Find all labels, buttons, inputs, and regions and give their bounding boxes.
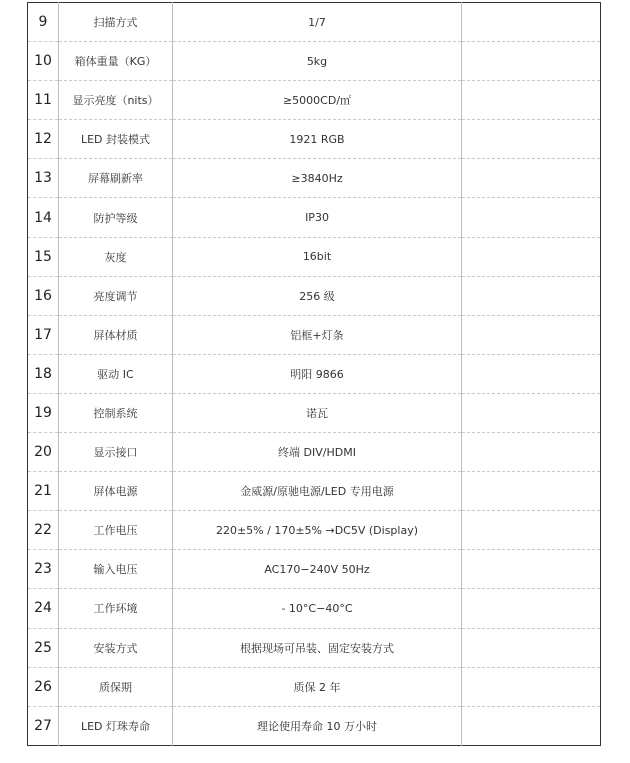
row-number: 25 (28, 628, 59, 667)
row-number: 16 (28, 276, 59, 315)
parameter-value: 金威源/原驰电源/LED 专用电源 (173, 472, 462, 511)
parameter-remark (462, 706, 601, 745)
table-row (28, 511, 601, 550)
parameter-name: 灰度 (59, 237, 173, 276)
parameter-remark (462, 42, 601, 81)
parameter-value: ≥5000CD/㎡ (173, 81, 462, 120)
parameter-remark (462, 433, 601, 472)
table-row (28, 42, 601, 81)
parameter-remark (462, 472, 601, 511)
parameter-remark (462, 120, 601, 159)
parameter-value: ≥3840Hz (173, 159, 462, 198)
table-row (28, 628, 601, 667)
table-row (28, 589, 601, 628)
parameter-name: 安装方式 (59, 628, 173, 667)
parameter-value: 256 级 (173, 276, 462, 315)
parameter-remark (462, 589, 601, 628)
parameter-name: 屏体材质 (59, 315, 173, 354)
parameter-name: 亮度调节 (59, 276, 173, 315)
table-row (28, 354, 601, 393)
row-number: 22 (28, 511, 59, 550)
table-row (28, 120, 601, 159)
parameter-value: AC170−240V 50Hz (173, 550, 462, 589)
parameter-value: - 10°C−40°C (173, 589, 462, 628)
parameter-name: 控制系统 (59, 393, 173, 432)
parameter-name: 屏体电源 (59, 472, 173, 511)
row-number: 9 (28, 3, 59, 42)
table-row (28, 81, 601, 120)
table-row (28, 706, 601, 745)
parameter-name: 防护等级 (59, 198, 173, 237)
table-row (28, 472, 601, 511)
parameter-name: 质保期 (59, 667, 173, 706)
parameter-value: 明阳 9866 (173, 354, 462, 393)
row-number: 11 (28, 81, 59, 120)
parameter-name: LED 灯珠寿命 (59, 706, 173, 745)
table-row (28, 393, 601, 432)
parameter-value: 诺瓦 (173, 393, 462, 432)
row-number: 24 (28, 589, 59, 628)
row-number: 14 (28, 198, 59, 237)
parameter-remark (462, 315, 601, 354)
parameter-remark (462, 198, 601, 237)
parameter-value: 理论使用寿命 10 万小时 (173, 706, 462, 745)
parameter-remark (462, 81, 601, 120)
row-number: 15 (28, 237, 59, 276)
parameter-value: 16bit (173, 237, 462, 276)
parameter-name: 扫描方式 (59, 3, 173, 42)
parameter-value: 220±5% / 170±5% →DC5V (Display) (173, 511, 462, 550)
row-number: 23 (28, 550, 59, 589)
table-row (28, 198, 601, 237)
parameter-value: 1921 RGB (173, 120, 462, 159)
parameter-remark (462, 159, 601, 198)
row-number: 19 (28, 393, 59, 432)
table-row (28, 276, 601, 315)
parameter-value: 5kg (173, 42, 462, 81)
row-number: 13 (28, 159, 59, 198)
parameter-remark (462, 550, 601, 589)
table-row (28, 3, 601, 42)
row-number: 12 (28, 120, 59, 159)
table-row (28, 237, 601, 276)
row-number: 18 (28, 354, 59, 393)
parameter-name: 工作电压 (59, 511, 173, 550)
parameter-remark (462, 237, 601, 276)
parameter-name: 输入电压 (59, 550, 173, 589)
row-number: 27 (28, 706, 59, 745)
parameter-remark (462, 393, 601, 432)
row-number: 10 (28, 42, 59, 81)
row-number: 20 (28, 433, 59, 472)
parameter-name: 箱体重量（KG） (59, 42, 173, 81)
parameter-name: 显示接口 (59, 433, 173, 472)
spec-table (27, 2, 601, 746)
parameter-value: 质保 2 年 (173, 667, 462, 706)
parameter-name: 显示亮度（nits） (59, 81, 173, 120)
parameter-name: 工作环境 (59, 589, 173, 628)
parameter-name: 屏幕刷新率 (59, 159, 173, 198)
parameter-remark (462, 511, 601, 550)
parameter-value: 1/7 (173, 3, 462, 42)
parameter-remark (462, 628, 601, 667)
table-row (28, 315, 601, 354)
parameter-remark (462, 667, 601, 706)
spec-table-body (28, 3, 601, 746)
table-row (28, 667, 601, 706)
parameter-value: 根据现场可吊装、固定安装方式 (173, 628, 462, 667)
parameter-remark (462, 3, 601, 42)
parameter-remark (462, 354, 601, 393)
parameter-name: LED 封装模式 (59, 120, 173, 159)
parameter-value: 终端 DIV/HDMI (173, 433, 462, 472)
table-row (28, 433, 601, 472)
parameter-value: 铝框+灯条 (173, 315, 462, 354)
table-row (28, 159, 601, 198)
parameter-value: IP30 (173, 198, 462, 237)
row-number: 17 (28, 315, 59, 354)
parameter-name: 驱动 IC (59, 354, 173, 393)
row-number: 21 (28, 472, 59, 511)
row-number: 26 (28, 667, 59, 706)
table-row (28, 550, 601, 589)
parameter-remark (462, 276, 601, 315)
